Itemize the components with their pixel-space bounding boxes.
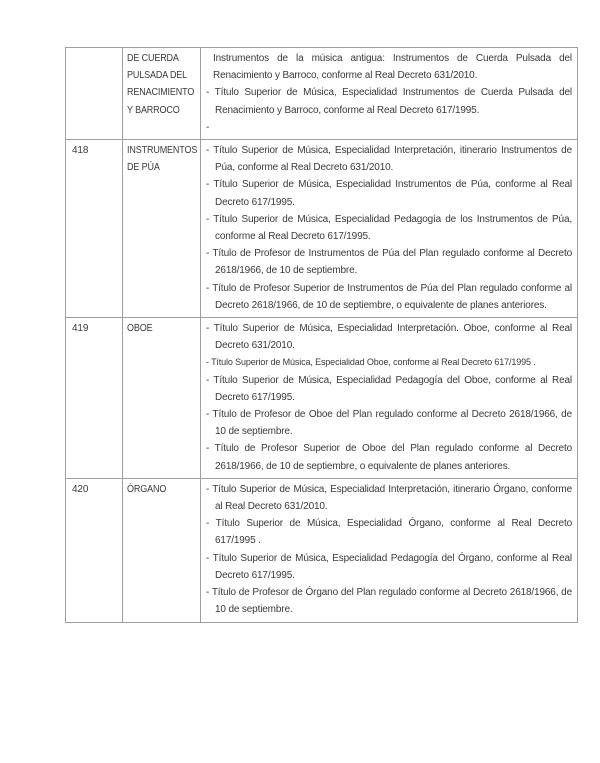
table-row-419 — [66, 318, 578, 479]
specialty-cell — [123, 48, 201, 140]
table-row-418 — [66, 140, 578, 318]
detail-item-condensed: - Título Superior de Música, Especialidad Oboe, conforme al Real Decreto 617/1995 . — [206, 357, 536, 369]
specialty-name: DE CUERDA PULSADA DEL RENACIMIENTO Y BARROCO — [127, 53, 195, 116]
detail-item: - Título de Profesor de Órgano del Plan regulado conforme al Decreto 2618/1966, de 10 de septiembre. — [206, 587, 572, 616]
detail-item: - Título Superior de Música, Especialidad Pedagogía del Órgano, conforme al Real Decreto 617/1995. — [206, 552, 572, 581]
detail-item: - Título Superior de Música, Especialidad Pedagogía de los Instrumentos de Púa, conforme al Real Decreto 617/1995. — [206, 213, 572, 243]
detail-item: - Título de Profesor de Oboe del Plan regulado conforme al Decreto 2618/1966, de 10 de septiembre. — [206, 409, 572, 438]
specialty-cell — [123, 140, 201, 318]
code-cell: 419 — [66, 318, 123, 479]
detail-item: - Título de Profesor Superior de Instrumentos de Púa del Plan regulado conforme al Decreto 2618/1966, de 10 de septiembre, o equivalente de planes anteriores. — [206, 282, 572, 311]
detail-item: - Título de Profesor Superior de Oboe del Plan regulado conforme al Decreto 2618/1966, de 10 de septiembre, o equivalente de planes anteriores. — [206, 443, 572, 472]
code-cell: 420 — [66, 478, 123, 622]
detail-item: - Título Superior de Música, Especialidad Interpretación, itinerario Instrumentos de Púa, conforme al Real Decreto 631/2010. — [206, 145, 572, 174]
detail-item: - Título de Profesor de Instrumentos de Púa del Plan regulado conforme al Decreto 2618/1966, de 10 de septiembre. — [206, 248, 572, 277]
table-row-420 — [66, 478, 578, 622]
specialty-name: ÓRGANO — [127, 483, 167, 495]
detail-item: - — [206, 121, 210, 133]
specialty-name: INSTRUMENTOS DE PÚA — [127, 145, 198, 174]
qualifications-cell — [201, 318, 578, 479]
detail-item: - Título Superior de Música, Especialidad Órgano, conforme al Real Decreto 617/1995 . — [206, 518, 572, 547]
qualifications-table — [65, 47, 578, 623]
table-row-cuerda-pulsada — [66, 48, 578, 140]
qualifications-cell — [201, 48, 578, 140]
detail-item: - Título Superior de Música, Especialidad Instrumentos de Púa, conforme al Real Decreto 617/1995. — [206, 179, 572, 208]
qualifications-cell — [201, 478, 578, 622]
specialty-cell — [123, 318, 201, 479]
code-cell: 418 — [66, 140, 123, 318]
detail-item: - Título Superior de Música, Especialidad Instrumentos de Cuerda Pulsada del Renacimiento y Barroco, conforme al Real Decreto 617/1995. — [206, 87, 572, 116]
specialty-cell — [123, 478, 201, 622]
specialty-name: OBOE — [127, 323, 153, 335]
detail-item: - Título Superior de Música, Especialidad Pedagogía del Oboe, conforme al Real Decreto 617/1995. — [206, 374, 572, 403]
detail-item: - Título Superior de Música, Especialidad Interpretación. Oboe, conforme al Real Decreto 631/2010. — [206, 323, 572, 352]
detail-item: - Título Superior de Música, Especialidad Interpretación, itinerario Órgano, conforme al Real Decreto 631/2010. — [206, 483, 572, 513]
code-cell — [66, 48, 123, 140]
qualifications-cell — [201, 140, 578, 318]
detail-item: Instrumentos de la música antigua: Instrumentos de Cuerda Pulsada del Renacimiento y Barroco, conforme al Real Decreto 631/2010. — [213, 53, 572, 82]
